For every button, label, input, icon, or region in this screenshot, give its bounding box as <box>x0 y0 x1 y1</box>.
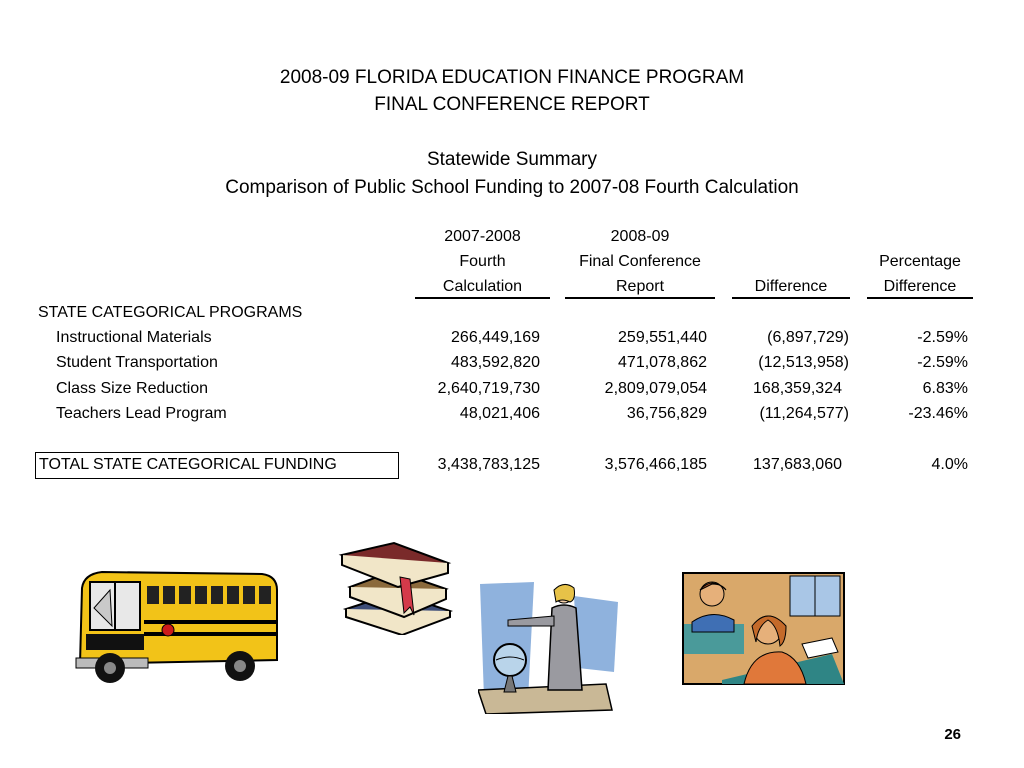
total-difference: 137,683,060 <box>753 456 842 473</box>
row-value-2007: 266,449,169 <box>451 329 540 346</box>
total-value-2007: 3,438,783,125 <box>437 456 540 473</box>
row-label: Student Transportation <box>56 354 218 371</box>
col2-underline <box>565 297 715 299</box>
row-difference: 168,359,324 <box>753 380 842 397</box>
row-difference: (12,513,958) <box>758 354 849 371</box>
row-label: Class Size Reduction <box>56 380 209 397</box>
total-label: TOTAL STATE CATEGORICAL FUNDING <box>39 456 337 473</box>
col4-header-line3: Difference <box>883 278 957 295</box>
col2-header-line2: Final Conference <box>579 253 701 270</box>
col2-header <box>565 227 715 297</box>
col1-header <box>415 227 550 297</box>
page-number: 26 <box>944 726 961 743</box>
books-icon <box>338 537 456 635</box>
col1-header-line2: Fourth <box>459 253 506 270</box>
row-difference: (6,897,729) <box>767 329 849 346</box>
col3-header <box>732 277 850 297</box>
col2-header-line1: 2008-09 <box>610 228 670 245</box>
section-label: STATE CATEGORICAL PROGRAMS <box>38 304 303 321</box>
row-difference: (11,264,577) <box>759 405 849 422</box>
total-value-2008: 3,576,466,185 <box>604 456 707 473</box>
row-value-2008: 471,078,862 <box>618 354 707 371</box>
row-label: Teachers Lead Program <box>56 405 227 422</box>
col3-header-line3: Difference <box>754 278 828 295</box>
row-label: Instructional Materials <box>56 329 212 346</box>
col4-header-line2: Percentage <box>879 253 961 270</box>
row-value-2007: 48,021,406 <box>459 405 540 422</box>
row-percentage: -23.46% <box>908 405 968 422</box>
row-value-2008: 2,809,079,054 <box>604 380 707 397</box>
row-percentage: -2.59% <box>917 354 968 371</box>
row-value-2007: 483,592,820 <box>451 354 540 371</box>
subtitle-line-1: Statewide Summary <box>426 149 597 170</box>
title-line-1: 2008-09 FLORIDA EDUCATION FINANCE PROGRAM <box>279 67 745 88</box>
col3-underline <box>732 297 850 299</box>
teacher-icon <box>478 580 620 714</box>
row-value-2008: 36,756,829 <box>626 405 707 422</box>
row-value-2008: 259,551,440 <box>618 329 707 346</box>
row-value-2007: 2,640,719,730 <box>437 380 540 397</box>
col1-header-line1: 2007-2008 <box>444 228 521 245</box>
col2-header-line3: Report <box>615 278 665 295</box>
total-percentage: 4.0% <box>931 456 968 473</box>
subtitle-line-2: Comparison of Public School Funding to 2007-08 Fourth Calculation <box>225 177 799 198</box>
col1-underline <box>415 297 550 299</box>
col4-header <box>867 252 973 297</box>
col1-header-line3: Calculation <box>442 278 523 295</box>
row-percentage: 6.83% <box>922 380 968 397</box>
row-percentage: -2.59% <box>917 329 968 346</box>
school-bus-icon <box>72 568 282 686</box>
students-icon <box>682 572 845 685</box>
title-line-2: FINAL CONFERENCE REPORT <box>374 94 650 115</box>
col4-underline <box>867 297 973 299</box>
